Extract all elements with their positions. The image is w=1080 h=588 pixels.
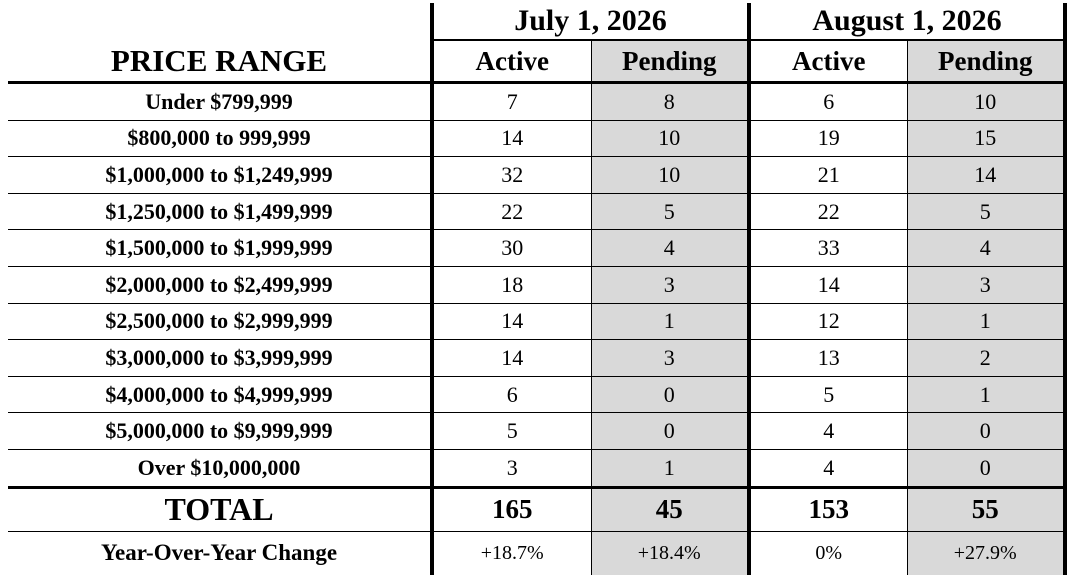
active-july-value: 30 bbox=[432, 230, 591, 267]
pending-august-value: 4 bbox=[907, 230, 1065, 267]
active-july-value: 32 bbox=[432, 157, 591, 194]
active-july-value: 7 bbox=[432, 83, 591, 121]
price-range-header: PRICE RANGE bbox=[8, 40, 432, 83]
period-header-july: July 1, 2026 bbox=[432, 3, 749, 40]
pending-august-value: 2 bbox=[907, 340, 1065, 377]
price-range-label: $2,500,000 to $2,999,999 bbox=[8, 303, 432, 340]
price-range-label: $1,250,000 to $1,499,999 bbox=[8, 193, 432, 230]
price-range-label: Under $799,999 bbox=[8, 83, 432, 121]
active-august-value: 4 bbox=[749, 449, 907, 487]
pending-july-value: 0 bbox=[591, 413, 749, 450]
active-july-value: 14 bbox=[432, 340, 591, 377]
pending-july-value: 5 bbox=[591, 193, 749, 230]
pending-july-value: 0 bbox=[591, 376, 749, 413]
active-july-value: 18 bbox=[432, 266, 591, 303]
period-header-august: August 1, 2026 bbox=[749, 3, 1065, 40]
pending-july-value: 8 bbox=[591, 83, 749, 121]
price-range-label: $800,000 to 999,999 bbox=[8, 120, 432, 157]
table-row bbox=[8, 449, 1065, 487]
pending-august-value: 10 bbox=[907, 83, 1065, 121]
total-row bbox=[8, 487, 1065, 531]
yoy-pending-july: +18.4% bbox=[591, 531, 749, 575]
price-range-label: $2,000,000 to $2,499,999 bbox=[8, 266, 432, 303]
total-active-august: 153 bbox=[749, 487, 907, 531]
price-range-label: $4,000,000 to $4,999,999 bbox=[8, 376, 432, 413]
pending-july-value: 10 bbox=[591, 157, 749, 194]
active-july-value: 5 bbox=[432, 413, 591, 450]
pending-july-value: 3 bbox=[591, 340, 749, 377]
total-label: TOTAL bbox=[8, 487, 432, 531]
pending-august-value: 14 bbox=[907, 157, 1065, 194]
active-august-value: 33 bbox=[749, 230, 907, 267]
active-august-value: 5 bbox=[749, 376, 907, 413]
table-row bbox=[8, 120, 1065, 157]
table-row bbox=[8, 193, 1065, 230]
active-august-value: 4 bbox=[749, 413, 907, 450]
price-range-label: Over $10,000,000 bbox=[8, 449, 432, 487]
pending-august-value: 0 bbox=[907, 413, 1065, 450]
table-row bbox=[8, 303, 1065, 340]
active-august-value: 19 bbox=[749, 120, 907, 157]
price-range-table bbox=[8, 3, 1067, 575]
corner-cell bbox=[8, 3, 432, 40]
table-row bbox=[8, 157, 1065, 194]
active-july-value: 14 bbox=[432, 303, 591, 340]
total-active-july: 165 bbox=[432, 487, 591, 531]
pending-header-august: Pending bbox=[907, 40, 1065, 83]
pending-august-value: 1 bbox=[907, 376, 1065, 413]
pending-header-july: Pending bbox=[591, 40, 749, 83]
yoy-change-label: Year-Over-Year Change bbox=[100, 540, 338, 566]
pending-august-value: 5 bbox=[907, 193, 1065, 230]
active-july-value: 14 bbox=[432, 120, 591, 157]
active-july-value: 22 bbox=[432, 193, 591, 230]
table-row bbox=[8, 413, 1065, 450]
active-august-value: 12 bbox=[749, 303, 907, 340]
active-august-value: 22 bbox=[749, 193, 907, 230]
active-header-august: Active bbox=[749, 40, 907, 83]
active-july-value: 6 bbox=[432, 376, 591, 413]
pending-july-value: 1 bbox=[591, 449, 749, 487]
price-range-label: $3,000,000 to $3,999,999 bbox=[8, 340, 432, 377]
table-row bbox=[8, 230, 1065, 267]
pending-july-value: 4 bbox=[591, 230, 749, 267]
pending-august-value: 0 bbox=[907, 449, 1065, 487]
total-pending-july: 45 bbox=[591, 487, 749, 531]
pending-august-value: 3 bbox=[907, 266, 1065, 303]
active-august-value: 13 bbox=[749, 340, 907, 377]
price-range-label: $1,500,000 to $1,999,999 bbox=[8, 230, 432, 267]
active-july-value: 3 bbox=[432, 449, 591, 487]
total-pending-august: 55 bbox=[907, 487, 1065, 531]
active-august-value: 21 bbox=[749, 157, 907, 194]
active-august-value: 14 bbox=[749, 266, 907, 303]
table-row bbox=[8, 376, 1065, 413]
price-range-label: $1,000,000 to $1,249,999 bbox=[8, 157, 432, 194]
pending-july-value: 3 bbox=[591, 266, 749, 303]
pending-july-value: 1 bbox=[591, 303, 749, 340]
yoy-active-july: +18.7% bbox=[432, 531, 591, 575]
table-row bbox=[8, 340, 1065, 377]
pending-august-value: 1 bbox=[907, 303, 1065, 340]
table-row bbox=[8, 266, 1065, 303]
price-range-label: $5,000,000 to $9,999,999 bbox=[8, 413, 432, 450]
yoy-pending-august: +27.9% bbox=[907, 531, 1065, 575]
table-row bbox=[8, 83, 1065, 121]
pending-july-value: 10 bbox=[591, 120, 749, 157]
pending-august-value: 15 bbox=[907, 120, 1065, 157]
active-august-value: 6 bbox=[749, 83, 907, 121]
yoy-change-row bbox=[8, 531, 1065, 575]
yoy-active-august: 0% bbox=[749, 531, 907, 575]
active-header-july: Active bbox=[432, 40, 591, 83]
